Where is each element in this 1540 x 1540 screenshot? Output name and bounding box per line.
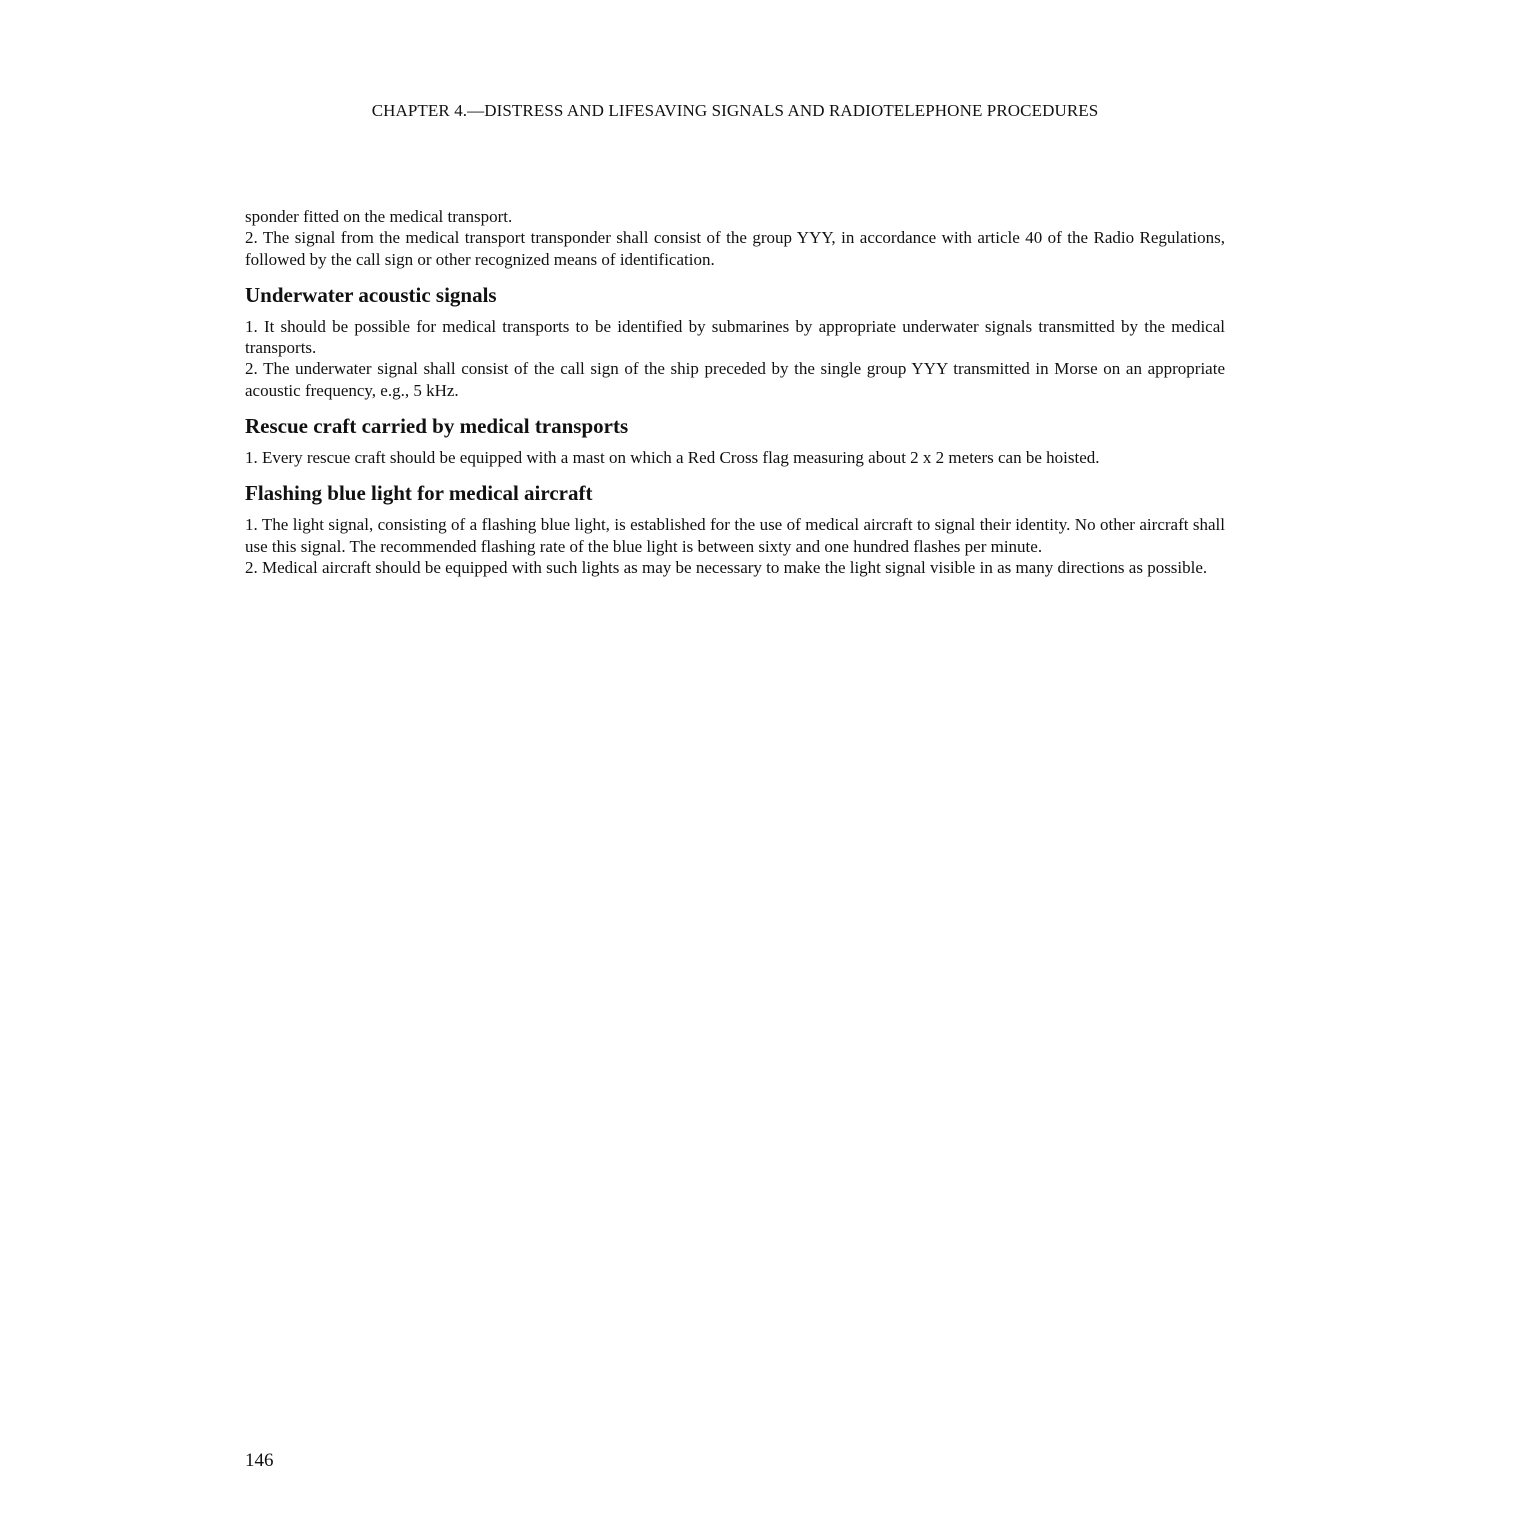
- running-head: CHAPTER 4.—DISTRESS AND LIFESAVING SIGNALS AND RADIOTELEPHONE PROCEDURES: [371, 101, 1099, 120]
- section-heading: Flashing blue light for medical aircraft: [245, 481, 593, 506]
- section-rescue-craft: [245, 413, 1225, 468]
- section-paragraph: 1. Every rescue craft should be equipped with a mast on which a Red Cross flag measuring about 2 x 2 meters can be hoisted.: [245, 448, 1100, 468]
- page-body: [245, 206, 1225, 578]
- section-heading: Underwater acoustic signals: [245, 282, 497, 307]
- section-flashing-blue-light: [245, 480, 1225, 578]
- intro-paragraph-1: sponder fitted on the medical transport.: [245, 207, 513, 226]
- section-paragraph: 2. The underwater signal shall consist of the call sign of the ship preceded by the single group YYY transmitted in Morse on an appropriate acoustic frequency, e.g., 5 kHz.: [245, 359, 1225, 400]
- section-paragraph: 1. It should be possible for medical transports to be identified by submarines by appropriate underwater signals transmitted by the medical transports.: [245, 316, 1225, 358]
- page-number: 146: [245, 1450, 274, 1471]
- section-underwater-acoustic-signals: [245, 282, 1225, 401]
- section-paragraph: 1. The light signal, consisting of a flashing blue light, is established for the use of medical aircraft to signal their identity. No other aircraft shall use this signal. The recommended flashing rate of the blue light is between sixty and one hundred flashes per minute.: [245, 515, 1225, 556]
- section-paragraph: 2. Medical aircraft should be equipped with such lights as may be necessary to make the light signal visible in as many directions as possible.: [245, 557, 1208, 577]
- section-heading: Rescue craft carried by medical transports: [245, 414, 629, 439]
- intro-paragraph-2: 2. The signal from the medical transport transponder shall consist of the group YYY, in accordance with article 40 of the Radio Regulations, followed by the call sign or other recognized means of identification.: [245, 228, 1225, 269]
